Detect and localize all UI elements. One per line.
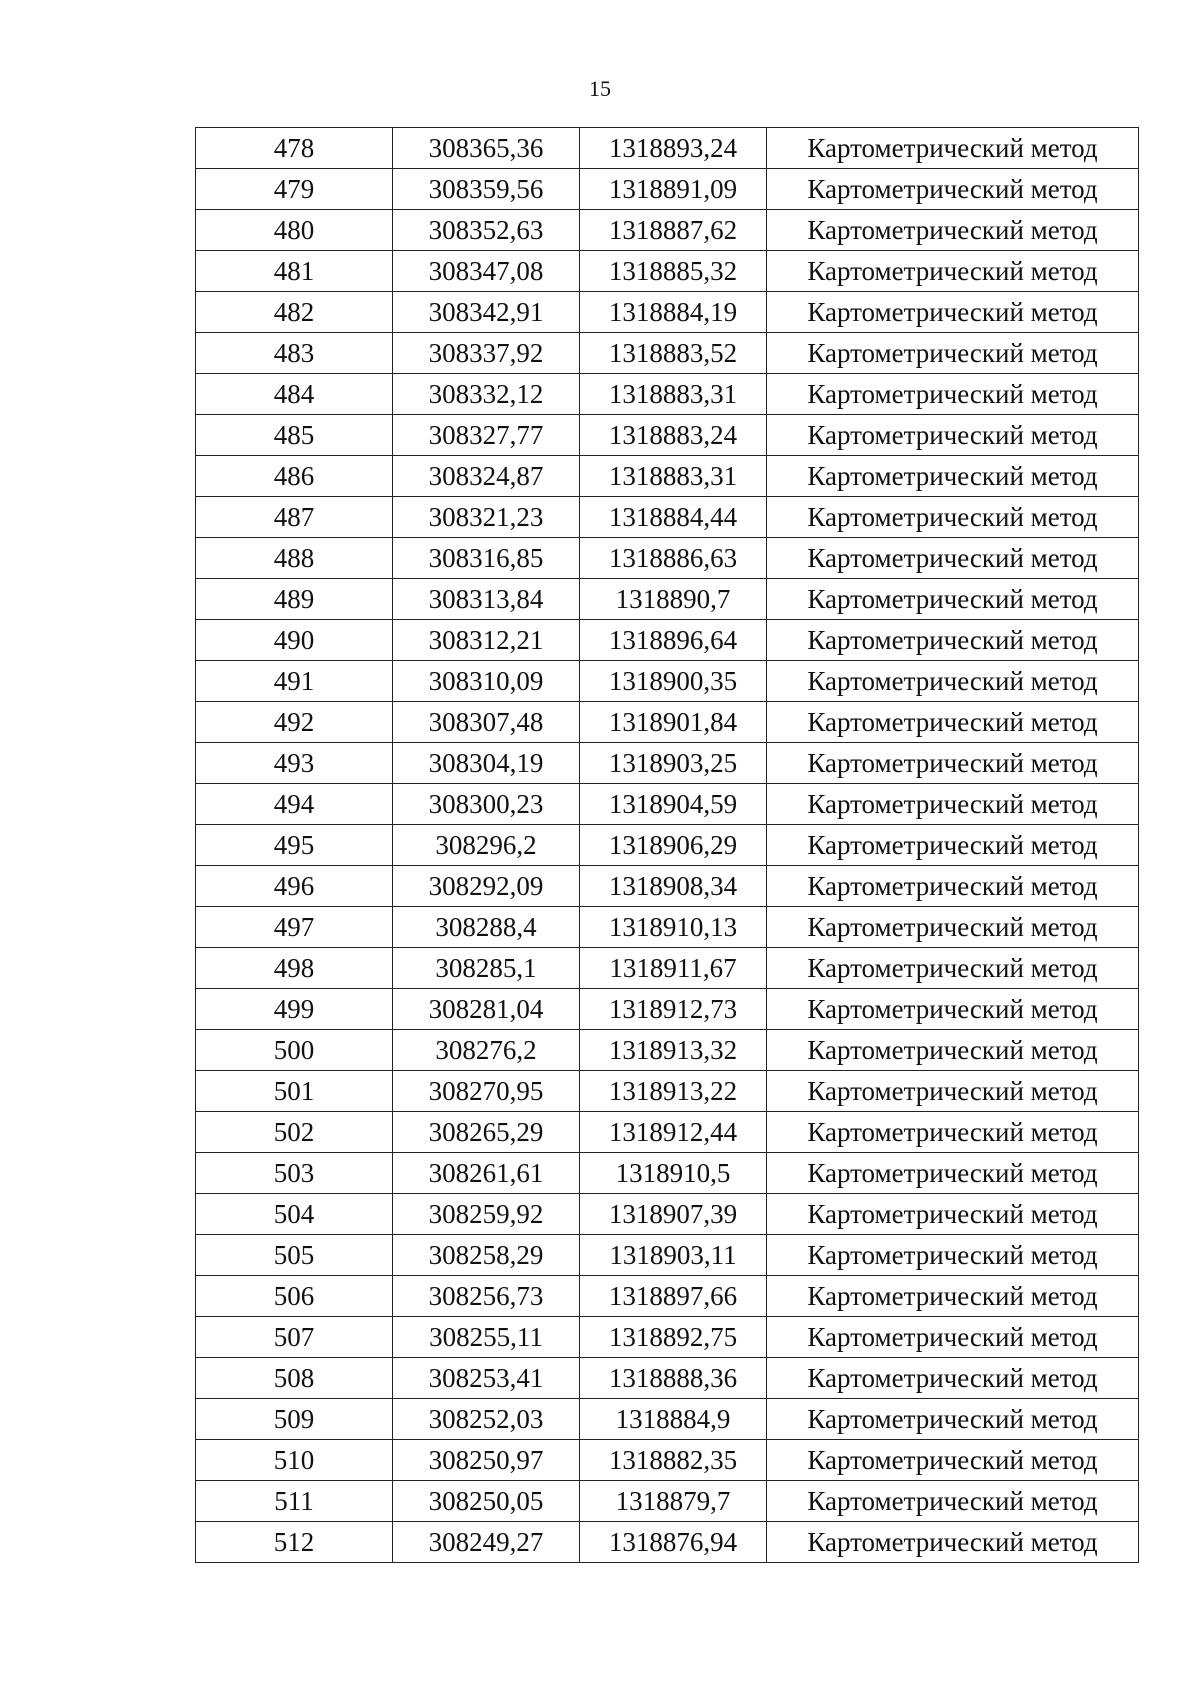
method-cell: Картометрический метод xyxy=(767,1522,1139,1563)
y-coordinate-cell: 1318911,67 xyxy=(580,948,767,989)
point-number-cell: 498 xyxy=(196,948,393,989)
y-coordinate-cell: 1318885,32 xyxy=(580,251,767,292)
x-coordinate-cell: 308304,19 xyxy=(393,743,580,784)
x-coordinate-cell: 308249,27 xyxy=(393,1522,580,1563)
table-row xyxy=(196,1481,1139,1522)
point-number-cell: 511 xyxy=(196,1481,393,1522)
y-coordinate-cell: 1318913,32 xyxy=(580,1030,767,1071)
method-cell: Картометрический метод xyxy=(767,292,1139,333)
x-coordinate-cell: 308342,91 xyxy=(393,292,580,333)
x-coordinate-cell: 308258,29 xyxy=(393,1235,580,1276)
y-coordinate-cell: 1318913,22 xyxy=(580,1071,767,1112)
point-number-cell: 508 xyxy=(196,1358,393,1399)
point-number-cell: 512 xyxy=(196,1522,393,1563)
y-coordinate-cell: 1318883,24 xyxy=(580,415,767,456)
table-row xyxy=(196,1030,1139,1071)
point-number-cell: 488 xyxy=(196,538,393,579)
table-row xyxy=(196,456,1139,497)
point-number-cell: 495 xyxy=(196,825,393,866)
table-row xyxy=(196,1112,1139,1153)
y-coordinate-cell: 1318907,39 xyxy=(580,1194,767,1235)
method-cell: Картометрический метод xyxy=(767,1399,1139,1440)
table-row xyxy=(196,1235,1139,1276)
y-coordinate-cell: 1318883,31 xyxy=(580,456,767,497)
x-coordinate-cell: 308285,1 xyxy=(393,948,580,989)
point-number-cell: 503 xyxy=(196,1153,393,1194)
x-coordinate-cell: 308256,73 xyxy=(393,1276,580,1317)
y-coordinate-cell: 1318888,36 xyxy=(580,1358,767,1399)
table-row xyxy=(196,1276,1139,1317)
y-coordinate-cell: 1318900,35 xyxy=(580,661,767,702)
y-coordinate-cell: 1318904,59 xyxy=(580,784,767,825)
method-cell: Картометрический метод xyxy=(767,1235,1139,1276)
point-number-cell: 499 xyxy=(196,989,393,1030)
point-number-cell: 510 xyxy=(196,1440,393,1481)
y-coordinate-cell: 1318890,7 xyxy=(580,579,767,620)
method-cell: Картометрический метод xyxy=(767,989,1139,1030)
method-cell: Картометрический метод xyxy=(767,784,1139,825)
x-coordinate-cell: 308313,84 xyxy=(393,579,580,620)
y-coordinate-cell: 1318893,24 xyxy=(580,128,767,169)
table-row xyxy=(196,661,1139,702)
method-cell: Картометрический метод xyxy=(767,620,1139,661)
method-cell: Картометрический метод xyxy=(767,456,1139,497)
table-row xyxy=(196,210,1139,251)
y-coordinate-cell: 1318892,75 xyxy=(580,1317,767,1358)
table-row xyxy=(196,866,1139,907)
point-number-cell: 501 xyxy=(196,1071,393,1112)
method-cell: Картометрический метод xyxy=(767,497,1139,538)
x-coordinate-cell: 308259,92 xyxy=(393,1194,580,1235)
point-number-cell: 486 xyxy=(196,456,393,497)
y-coordinate-cell: 1318884,44 xyxy=(580,497,767,538)
method-cell: Картометрический метод xyxy=(767,333,1139,374)
table-row xyxy=(196,292,1139,333)
table-row xyxy=(196,907,1139,948)
table-row xyxy=(196,743,1139,784)
x-coordinate-cell: 308337,92 xyxy=(393,333,580,374)
table-row xyxy=(196,989,1139,1030)
x-coordinate-cell: 308261,61 xyxy=(393,1153,580,1194)
method-cell: Картометрический метод xyxy=(767,210,1139,251)
method-cell: Картометрический метод xyxy=(767,907,1139,948)
table-row xyxy=(196,1399,1139,1440)
y-coordinate-cell: 1318883,52 xyxy=(580,333,767,374)
x-coordinate-cell: 308321,23 xyxy=(393,497,580,538)
x-coordinate-cell: 308316,85 xyxy=(393,538,580,579)
x-coordinate-cell: 308365,36 xyxy=(393,128,580,169)
table-row xyxy=(196,702,1139,743)
point-number-cell: 481 xyxy=(196,251,393,292)
method-cell: Картометрический метод xyxy=(767,1153,1139,1194)
y-coordinate-cell: 1318912,44 xyxy=(580,1112,767,1153)
coordinates-table xyxy=(195,127,1139,1563)
method-cell: Картометрический метод xyxy=(767,1481,1139,1522)
table-row xyxy=(196,825,1139,866)
y-coordinate-cell: 1318891,09 xyxy=(580,169,767,210)
x-coordinate-cell: 308310,09 xyxy=(393,661,580,702)
table-row xyxy=(196,1440,1139,1481)
y-coordinate-cell: 1318886,63 xyxy=(580,538,767,579)
y-coordinate-cell: 1318884,19 xyxy=(580,292,767,333)
method-cell: Картометрический метод xyxy=(767,169,1139,210)
method-cell: Картометрический метод xyxy=(767,661,1139,702)
point-number-cell: 490 xyxy=(196,620,393,661)
y-coordinate-cell: 1318882,35 xyxy=(580,1440,767,1481)
x-coordinate-cell: 308312,21 xyxy=(393,620,580,661)
coordinates-table-body xyxy=(196,128,1139,1563)
x-coordinate-cell: 308352,63 xyxy=(393,210,580,251)
method-cell: Картометрический метод xyxy=(767,825,1139,866)
method-cell: Картометрический метод xyxy=(767,866,1139,907)
y-coordinate-cell: 1318884,9 xyxy=(580,1399,767,1440)
point-number-cell: 478 xyxy=(196,128,393,169)
x-coordinate-cell: 308281,04 xyxy=(393,989,580,1030)
table-row xyxy=(196,1194,1139,1235)
point-number-cell: 479 xyxy=(196,169,393,210)
x-coordinate-cell: 308250,97 xyxy=(393,1440,580,1481)
point-number-cell: 505 xyxy=(196,1235,393,1276)
y-coordinate-cell: 1318896,64 xyxy=(580,620,767,661)
method-cell: Картометрический метод xyxy=(767,1276,1139,1317)
x-coordinate-cell: 308347,08 xyxy=(393,251,580,292)
table-row xyxy=(196,497,1139,538)
x-coordinate-cell: 308300,23 xyxy=(393,784,580,825)
y-coordinate-cell: 1318906,29 xyxy=(580,825,767,866)
x-coordinate-cell: 308253,41 xyxy=(393,1358,580,1399)
x-coordinate-cell: 308270,95 xyxy=(393,1071,580,1112)
x-coordinate-cell: 308327,77 xyxy=(393,415,580,456)
table-row xyxy=(196,374,1139,415)
y-coordinate-cell: 1318903,25 xyxy=(580,743,767,784)
x-coordinate-cell: 308250,05 xyxy=(393,1481,580,1522)
method-cell: Картометрический метод xyxy=(767,743,1139,784)
method-cell: Картометрический метод xyxy=(767,538,1139,579)
method-cell: Картометрический метод xyxy=(767,415,1139,456)
x-coordinate-cell: 308252,03 xyxy=(393,1399,580,1440)
y-coordinate-cell: 1318908,34 xyxy=(580,866,767,907)
table-row xyxy=(196,251,1139,292)
point-number-cell: 492 xyxy=(196,702,393,743)
x-coordinate-cell: 308292,09 xyxy=(393,866,580,907)
point-number-cell: 507 xyxy=(196,1317,393,1358)
x-coordinate-cell: 308255,11 xyxy=(393,1317,580,1358)
method-cell: Картометрический метод xyxy=(767,702,1139,743)
method-cell: Картометрический метод xyxy=(767,948,1139,989)
method-cell: Картометрический метод xyxy=(767,251,1139,292)
point-number-cell: 496 xyxy=(196,866,393,907)
table-row xyxy=(196,1071,1139,1112)
y-coordinate-cell: 1318903,11 xyxy=(580,1235,767,1276)
point-number-cell: 504 xyxy=(196,1194,393,1235)
point-number-cell: 482 xyxy=(196,292,393,333)
table-row xyxy=(196,1522,1139,1563)
point-number-cell: 497 xyxy=(196,907,393,948)
table-row xyxy=(196,538,1139,579)
point-number-cell: 480 xyxy=(196,210,393,251)
y-coordinate-cell: 1318879,7 xyxy=(580,1481,767,1522)
y-coordinate-cell: 1318901,84 xyxy=(580,702,767,743)
table-row xyxy=(196,128,1139,169)
y-coordinate-cell: 1318910,5 xyxy=(580,1153,767,1194)
point-number-cell: 509 xyxy=(196,1399,393,1440)
point-number-cell: 502 xyxy=(196,1112,393,1153)
x-coordinate-cell: 308296,2 xyxy=(393,825,580,866)
method-cell: Картометрический метод xyxy=(767,1317,1139,1358)
method-cell: Картометрический метод xyxy=(767,1071,1139,1112)
method-cell: Картометрический метод xyxy=(767,579,1139,620)
x-coordinate-cell: 308307,48 xyxy=(393,702,580,743)
method-cell: Картометрический метод xyxy=(767,1030,1139,1071)
x-coordinate-cell: 308276,2 xyxy=(393,1030,580,1071)
table-row xyxy=(196,333,1139,374)
method-cell: Картометрический метод xyxy=(767,1112,1139,1153)
table-row xyxy=(196,169,1139,210)
point-number-cell: 489 xyxy=(196,579,393,620)
x-coordinate-cell: 308359,56 xyxy=(393,169,580,210)
table-row xyxy=(196,1358,1139,1399)
y-coordinate-cell: 1318897,66 xyxy=(580,1276,767,1317)
table-row xyxy=(196,579,1139,620)
table-row xyxy=(196,784,1139,825)
table-row xyxy=(196,1153,1139,1194)
table-row xyxy=(196,620,1139,661)
point-number-cell: 483 xyxy=(196,333,393,374)
point-number-cell: 487 xyxy=(196,497,393,538)
method-cell: Картометрический метод xyxy=(767,1194,1139,1235)
x-coordinate-cell: 308265,29 xyxy=(393,1112,580,1153)
point-number-cell: 485 xyxy=(196,415,393,456)
method-cell: Картометрический метод xyxy=(767,1440,1139,1481)
method-cell: Картометрический метод xyxy=(767,374,1139,415)
y-coordinate-cell: 1318876,94 xyxy=(580,1522,767,1563)
y-coordinate-cell: 1318912,73 xyxy=(580,989,767,1030)
page-number: 15 xyxy=(589,76,611,101)
table-row xyxy=(196,415,1139,456)
y-coordinate-cell: 1318887,62 xyxy=(580,210,767,251)
point-number-cell: 484 xyxy=(196,374,393,415)
method-cell: Картометрический метод xyxy=(767,1358,1139,1399)
x-coordinate-cell: 308332,12 xyxy=(393,374,580,415)
y-coordinate-cell: 1318910,13 xyxy=(580,907,767,948)
method-cell: Картометрический метод xyxy=(767,128,1139,169)
point-number-cell: 494 xyxy=(196,784,393,825)
y-coordinate-cell: 1318883,31 xyxy=(580,374,767,415)
point-number-cell: 500 xyxy=(196,1030,393,1071)
point-number-cell: 491 xyxy=(196,661,393,702)
x-coordinate-cell: 308324,87 xyxy=(393,456,580,497)
point-number-cell: 493 xyxy=(196,743,393,784)
table-row xyxy=(196,948,1139,989)
table-row xyxy=(196,1317,1139,1358)
x-coordinate-cell: 308288,4 xyxy=(393,907,580,948)
point-number-cell: 506 xyxy=(196,1276,393,1317)
